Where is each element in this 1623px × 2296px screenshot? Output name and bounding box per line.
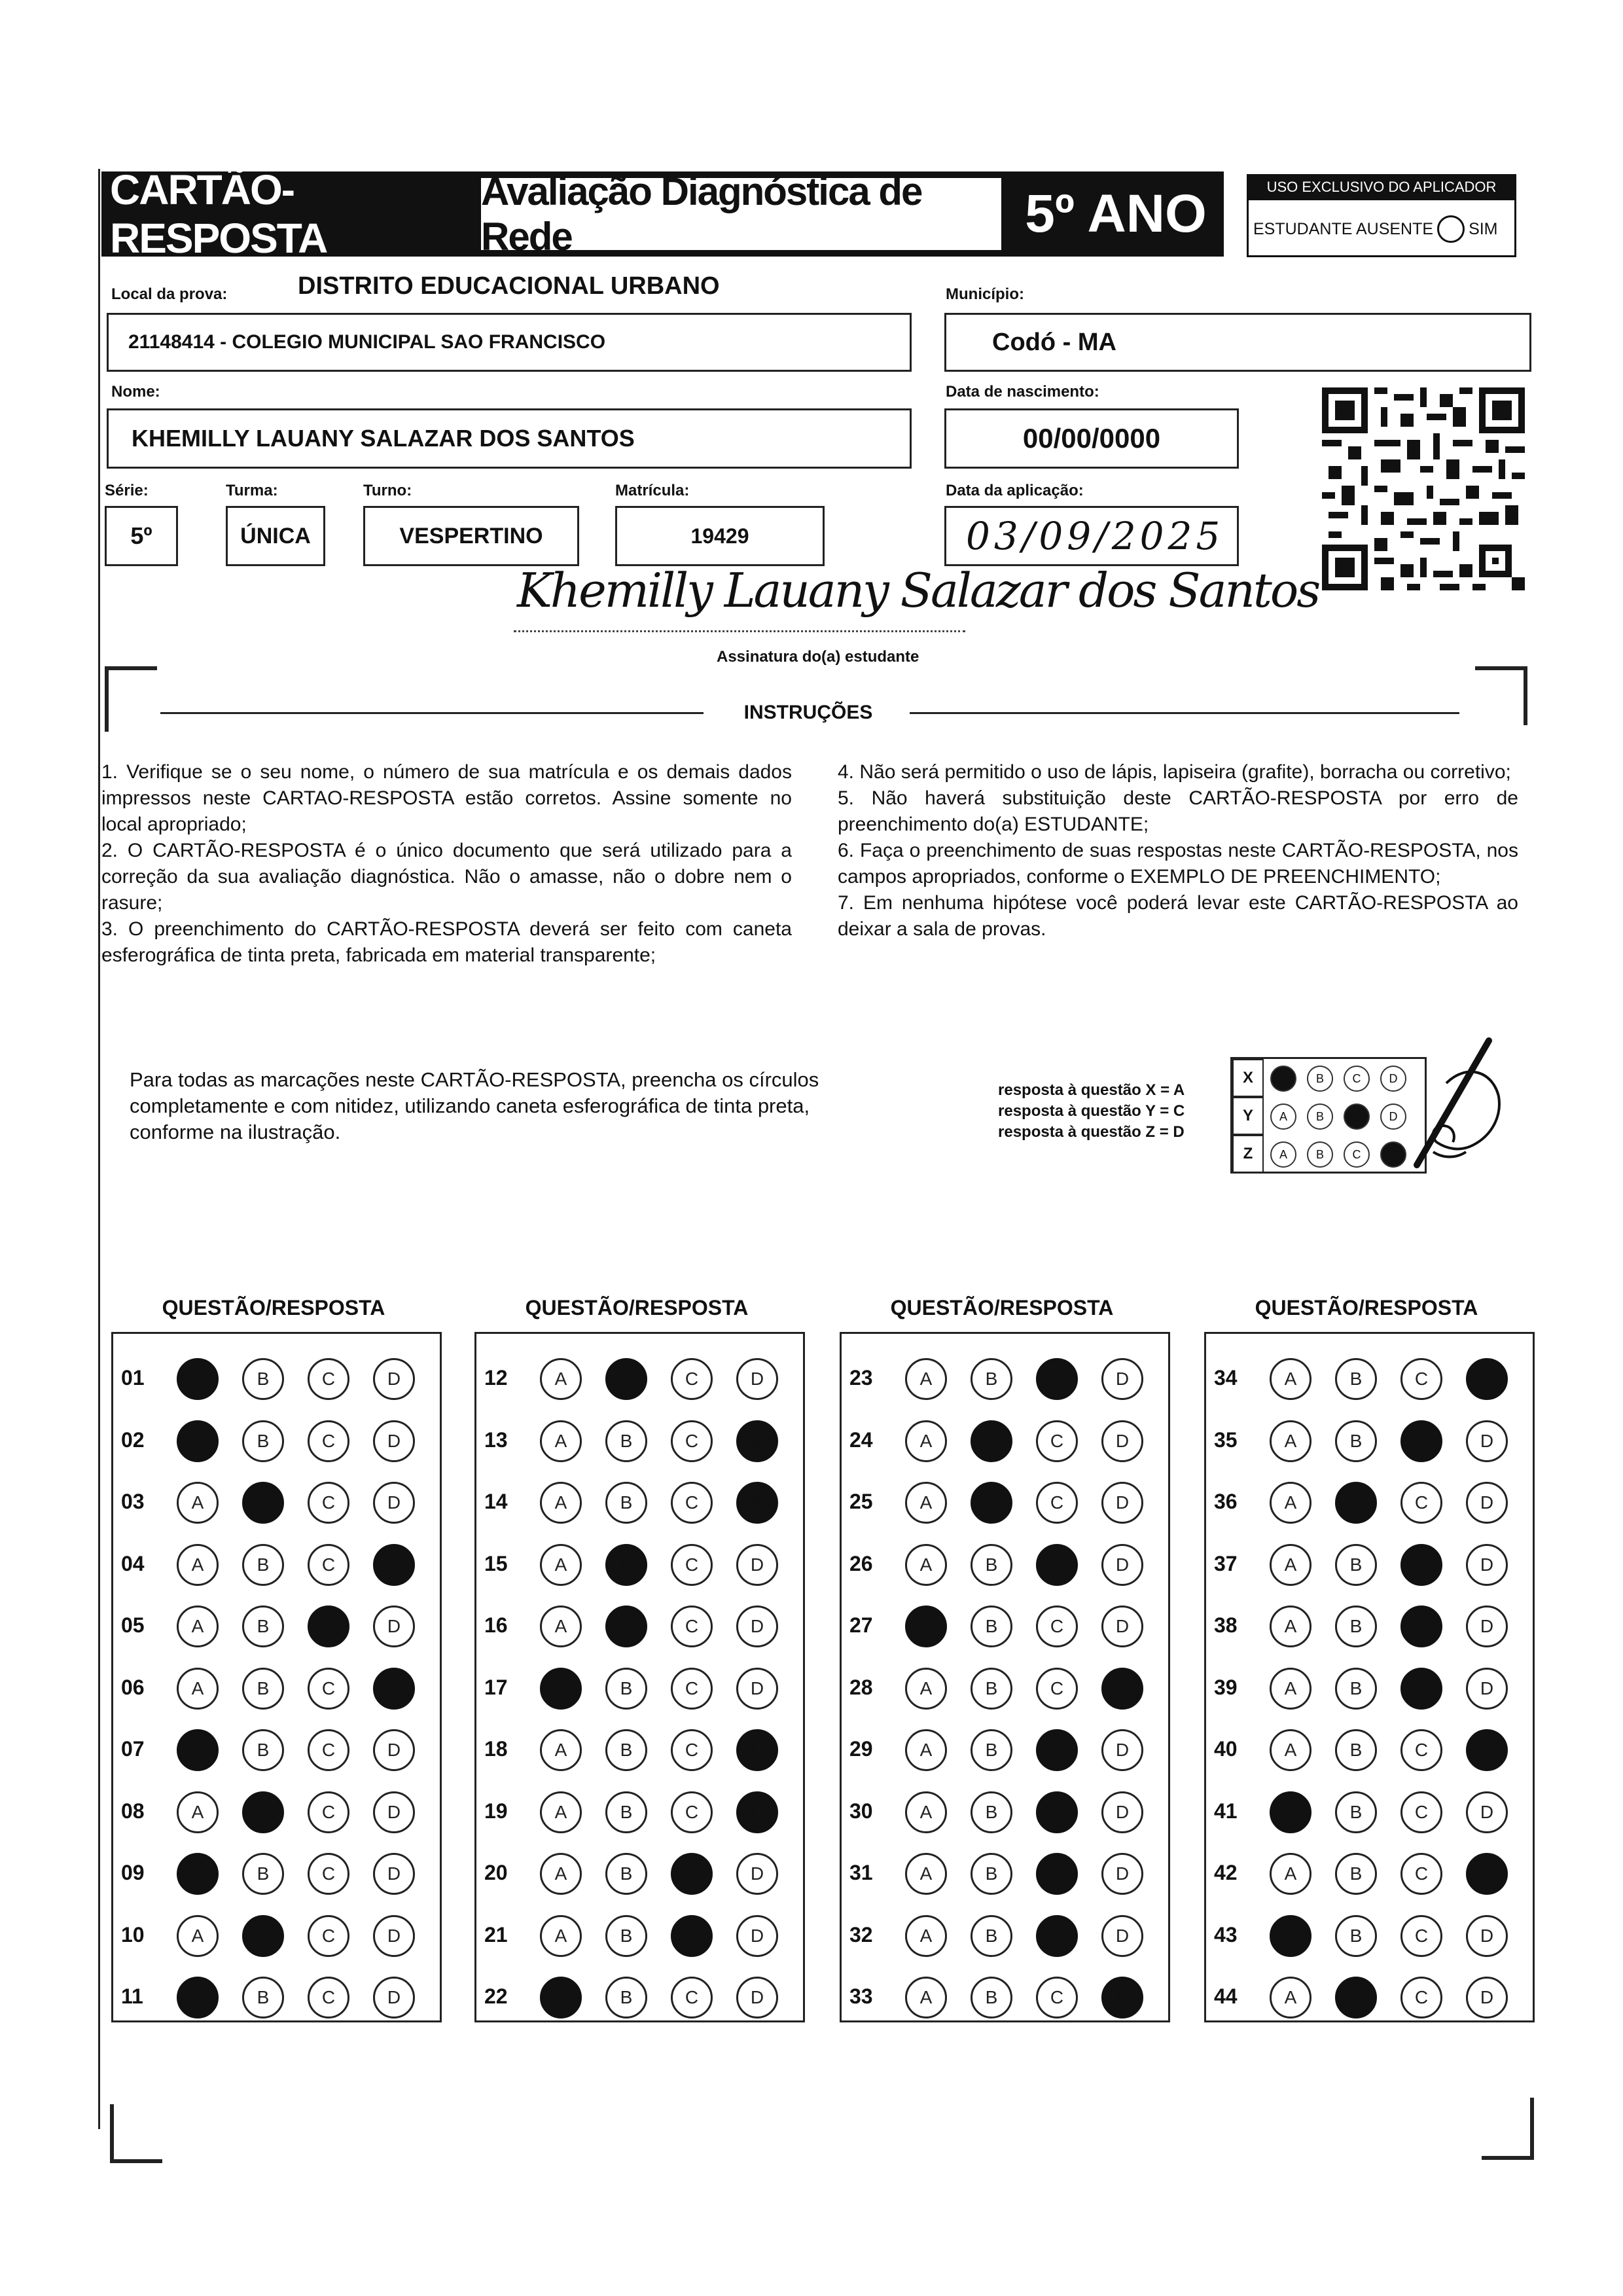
example-bubble-x-c: C	[1344, 1066, 1370, 1092]
question-number: 35	[1214, 1427, 1238, 1452]
answer-bubble-q07-d[interactable]: D	[373, 1729, 415, 1771]
instruction-3: 3. O preenchimento do CARTÃO-RESPOSTA deverá ser feito com caneta esferográfica de tinta preta, fabricada em material transparente;	[101, 918, 792, 966]
answer-bubble-q39-b[interactable]: B	[1335, 1668, 1377, 1710]
answer-bubble-q17-b[interactable]: B	[605, 1668, 647, 1710]
absent-checkbox[interactable]	[1437, 215, 1465, 243]
answer-bubble-q09-a[interactable]: A	[177, 1853, 219, 1895]
answer-bubble-q21-d[interactable]: D	[736, 1915, 778, 1957]
example-bubble-y-a: A	[1270, 1103, 1296, 1130]
question-number: 27	[849, 1613, 873, 1637]
example-bubble-x-d: D	[1380, 1066, 1406, 1092]
question-number: 01	[121, 1366, 145, 1390]
question-number: 40	[1214, 1737, 1238, 1761]
answer-bubble-q20-d[interactable]: D	[736, 1853, 778, 1895]
question-number: 08	[121, 1799, 145, 1823]
answer-bubble-q40-a[interactable]: A	[1270, 1729, 1311, 1771]
answer-bubble-q11-b[interactable]: B	[242, 1977, 284, 2018]
answer-bubble-q38-c[interactable]: C	[1400, 1605, 1442, 1647]
answer-bubble-q18-d[interactable]: D	[736, 1729, 778, 1771]
answer-bubble-q14-a[interactable]: A	[540, 1482, 582, 1524]
answer-bubble-q38-a[interactable]: A	[1270, 1605, 1311, 1647]
answer-bubble-q36-a[interactable]: A	[1270, 1482, 1311, 1524]
answer-bubble-q13-d[interactable]: D	[736, 1420, 778, 1462]
answer-bubble-q23-b[interactable]: B	[971, 1358, 1012, 1400]
answer-bubble-q40-d[interactable]: D	[1466, 1729, 1508, 1771]
question-number: 43	[1214, 1922, 1238, 1946]
answer-bubble-q44-b[interactable]: B	[1335, 1977, 1377, 2018]
answer-bubble-q03-b[interactable]: B	[242, 1482, 284, 1524]
nascimento-field: 00/00/0000	[944, 408, 1239, 469]
column-title: QUESTÃO/RESPOSTA	[525, 1296, 749, 1319]
answer-bubble-q24-d[interactable]: D	[1101, 1420, 1143, 1462]
answer-bubble-q02-d[interactable]: D	[373, 1420, 415, 1462]
answer-bubble-q22-a[interactable]: A	[540, 1977, 582, 2018]
answer-bubble-q01-d[interactable]: D	[373, 1358, 415, 1400]
answer-bubble-q24-b[interactable]: B	[971, 1420, 1012, 1462]
answer-bubble-q29-b[interactable]: B	[971, 1729, 1012, 1771]
answer-bubble-q33-a[interactable]: A	[905, 1977, 947, 2018]
instructions-rule-right	[910, 712, 1459, 714]
answer-bubble-q43-b[interactable]: B	[1335, 1915, 1377, 1957]
example-bubble-z-d: D	[1380, 1141, 1406, 1168]
answer-bubble-q12-d[interactable]: D	[736, 1358, 778, 1400]
answer-bubble-q20-a[interactable]: A	[540, 1853, 582, 1895]
question-number: 15	[484, 1551, 508, 1575]
answer-bubble-q18-b[interactable]: B	[605, 1729, 647, 1771]
question-number: 26	[849, 1551, 873, 1575]
answer-bubble-q06-b[interactable]: B	[242, 1668, 284, 1710]
answer-bubble-q32-b[interactable]: B	[971, 1915, 1012, 1957]
answer-bubble-q17-a[interactable]: A	[540, 1668, 582, 1710]
answer-bubble-q29-d[interactable]: D	[1101, 1729, 1143, 1771]
answer-bubble-q44-d[interactable]: D	[1466, 1977, 1508, 2018]
nascimento-label: Data de nascimento:	[946, 383, 1099, 401]
answer-bubble-q31-b[interactable]: B	[971, 1853, 1012, 1895]
answer-bubble-q37-d[interactable]: D	[1466, 1544, 1508, 1586]
answer-bubble-q29-a[interactable]: A	[905, 1729, 947, 1771]
answer-bubble-q19-b[interactable]: B	[605, 1791, 647, 1833]
answer-bubble-q32-c[interactable]: C	[1036, 1915, 1078, 1957]
answer-bubble-q41-a[interactable]: A	[1270, 1791, 1311, 1833]
absent-label: ESTUDANTE AUSENTE	[1253, 219, 1434, 238]
answer-bubble-q40-b[interactable]: B	[1335, 1729, 1377, 1771]
absent-yes-label: SIM	[1469, 219, 1498, 238]
answer-bubble-q20-b[interactable]: B	[605, 1853, 647, 1895]
answer-bubble-q05-b[interactable]: B	[242, 1605, 284, 1647]
answer-bubble-q04-b[interactable]: B	[242, 1544, 284, 1586]
answer-bubble-q30-c[interactable]: C	[1036, 1791, 1078, 1833]
example-bubble-z-c: C	[1344, 1141, 1370, 1168]
instruction-5: 5. Não haverá substituição deste CARTÃO-RESPOSTA por erro de preenchimento do(a) ESTUDANTE;	[838, 787, 1518, 835]
answer-bubble-q30-b[interactable]: B	[971, 1791, 1012, 1833]
answer-bubble-q31-a[interactable]: A	[905, 1853, 947, 1895]
municipio-label: Município:	[946, 285, 1024, 303]
local-label: Local da prova:	[111, 285, 228, 303]
answer-bubble-q13-a[interactable]: A	[540, 1420, 582, 1462]
question-number: 09	[121, 1861, 145, 1884]
local-district: DISTRITO EDUCACIONAL URBANO	[298, 272, 720, 300]
example-grid	[1230, 1057, 1427, 1174]
answer-bubble-q08-b[interactable]: B	[242, 1791, 284, 1833]
instruction-7: 7. Em nenhuma hipótese você poderá levar este CARTÃO-RESPOSTA ao deixar a sala de provas.	[838, 892, 1518, 940]
student-signature: Khemilly Lauany Salazar dos Santos	[517, 563, 1319, 618]
applicator-only-label: USO EXCLUSIVO DO APLICADOR	[1247, 174, 1516, 200]
nome-field: KHEMILLY LAUANY SALAZAR DOS SANTOS	[107, 408, 912, 469]
answer-bubble-q35-c[interactable]: C	[1400, 1420, 1442, 1462]
answer-bubble-q36-c[interactable]: C	[1400, 1482, 1442, 1524]
question-number: 02	[121, 1427, 145, 1452]
answer-bubble-q39-a[interactable]: A	[1270, 1668, 1311, 1710]
answer-bubble-q19-c[interactable]: C	[671, 1791, 713, 1833]
pen-hand-icon	[1407, 1037, 1505, 1181]
instruction-1: 1. Verifique se o seu nome, o número de sua matrícula e os demais dados impressos neste CARTAO-RESPOSTA estão corretos. Assine somente no local apropriado;	[101, 761, 792, 835]
answer-bubble-q10-c[interactable]: C	[308, 1915, 349, 1957]
answer-bubble-q41-d[interactable]: D	[1466, 1791, 1508, 1833]
turno-field: VESPERTINO	[363, 506, 579, 566]
aplicacao-label: Data da aplicação:	[946, 482, 1084, 499]
question-number: 34	[1214, 1366, 1238, 1390]
answer-bubble-q02-b[interactable]: B	[242, 1420, 284, 1462]
answer-bubble-q05-a[interactable]: A	[177, 1605, 219, 1647]
question-number: 22	[484, 1984, 508, 2008]
question-number: 39	[1214, 1675, 1238, 1699]
question-number: 31	[849, 1861, 873, 1884]
answer-bubble-q02-c[interactable]: C	[308, 1420, 349, 1462]
answer-bubble-q18-c[interactable]: C	[671, 1729, 713, 1771]
nome-label: Nome:	[111, 383, 160, 401]
answer-bubble-q14-c[interactable]: C	[671, 1482, 713, 1524]
example-bubble-x-a: A	[1270, 1066, 1296, 1092]
question-number: 03	[121, 1490, 145, 1513]
answer-bubble-q29-c[interactable]: C	[1036, 1729, 1078, 1771]
answer-bubble-q08-c[interactable]: C	[308, 1791, 349, 1833]
corner-mark-bl	[110, 2104, 162, 2163]
answer-bubble-q22-b[interactable]: B	[605, 1977, 647, 2018]
answer-bubble-q01-c[interactable]: C	[308, 1358, 349, 1400]
answer-bubble-q24-c[interactable]: C	[1036, 1420, 1078, 1462]
answer-bubble-q23-c[interactable]: C	[1036, 1358, 1078, 1400]
question-number: 36	[1214, 1490, 1238, 1513]
corner-mark-tl	[105, 666, 157, 732]
answer-bubble-q07-b[interactable]: B	[242, 1729, 284, 1771]
answer-bubble-q01-b[interactable]: B	[242, 1358, 284, 1400]
question-number: 30	[849, 1799, 873, 1823]
answer-bubble-q25-b[interactable]: B	[971, 1482, 1012, 1524]
card-title: CARTÃO-RESPOSTA	[110, 166, 327, 262]
matricula-field: 19429	[615, 506, 825, 566]
question-number: 20	[484, 1861, 508, 1884]
answer-bubble-q27-c[interactable]: C	[1036, 1605, 1078, 1647]
instructions-right	[838, 759, 1518, 942]
answer-bubble-q38-d[interactable]: D	[1466, 1605, 1508, 1647]
column-title: QUESTÃO/RESPOSTA	[1255, 1296, 1478, 1319]
question-number: 24	[849, 1427, 873, 1452]
question-number: 38	[1214, 1613, 1238, 1637]
answer-bubble-q26-b[interactable]: B	[971, 1544, 1012, 1586]
answer-bubble-q05-c[interactable]: C	[308, 1605, 349, 1647]
answer-bubble-q42-c[interactable]: C	[1400, 1853, 1442, 1895]
answer-bubble-q02-a[interactable]: A	[177, 1420, 219, 1462]
answer-bubble-q13-c[interactable]: C	[671, 1420, 713, 1462]
answer-bubble-q41-b[interactable]: B	[1335, 1791, 1377, 1833]
example-row-label: X	[1232, 1059, 1264, 1097]
answer-bubble-q12-a[interactable]: A	[540, 1358, 582, 1400]
answer-bubble-q43-a[interactable]: A	[1270, 1915, 1311, 1957]
serie-field: 5º	[105, 506, 178, 566]
instructions-left	[101, 759, 792, 969]
question-number: 14	[484, 1490, 508, 1513]
example-bubble-z-b: B	[1307, 1141, 1333, 1168]
grade-label: 5º ANO	[1025, 184, 1207, 243]
answer-bubble-q38-b[interactable]: B	[1335, 1605, 1377, 1647]
example-bubble-z-a: A	[1270, 1141, 1296, 1168]
answer-bubble-q11-a[interactable]: A	[177, 1977, 219, 2018]
answer-bubble-q28-c[interactable]: C	[1036, 1668, 1078, 1710]
answer-bubble-q37-c[interactable]: C	[1400, 1544, 1442, 1586]
question-number: 25	[849, 1490, 873, 1513]
answer-bubble-q08-a[interactable]: A	[177, 1791, 219, 1833]
answer-bubble-q30-a[interactable]: A	[905, 1791, 947, 1833]
serie-label: Série:	[105, 482, 149, 499]
answer-bubble-q35-b[interactable]: B	[1335, 1420, 1377, 1462]
answer-bubble-q33-d[interactable]: D	[1101, 1977, 1143, 2018]
question-number: 16	[484, 1613, 508, 1637]
answer-bubble-q01-a[interactable]: A	[177, 1358, 219, 1400]
answer-bubble-q08-d[interactable]: D	[373, 1791, 415, 1833]
answer-bubble-q32-a[interactable]: A	[905, 1915, 947, 1957]
answer-bubble-q05-d[interactable]: D	[373, 1605, 415, 1647]
answer-bubble-q14-d[interactable]: D	[736, 1482, 778, 1524]
answer-bubble-q27-b[interactable]: B	[971, 1605, 1012, 1647]
answer-bubble-q10-a[interactable]: A	[177, 1915, 219, 1957]
answer-bubble-q37-b[interactable]: B	[1335, 1544, 1377, 1586]
aplicacao-handwritten: 03/09/2025	[966, 514, 1224, 558]
matricula-label: Matrícula:	[615, 482, 690, 499]
answer-bubble-q15-a[interactable]: A	[540, 1544, 582, 1586]
answer-bubble-q43-c[interactable]: C	[1400, 1915, 1442, 1957]
question-number: 32	[849, 1922, 873, 1946]
answer-bubble-q14-b[interactable]: B	[605, 1482, 647, 1524]
turma-field: ÚNICA	[226, 506, 325, 566]
question-number: 13	[484, 1427, 508, 1452]
answer-bubble-q39-d[interactable]: D	[1466, 1668, 1508, 1710]
answer-bubble-q34-a[interactable]: A	[1270, 1358, 1311, 1400]
example-line-z: resposta à questão Z = D	[998, 1123, 1185, 1141]
answer-bubble-q12-c[interactable]: C	[671, 1358, 713, 1400]
answer-bubble-q06-d[interactable]: D	[373, 1668, 415, 1710]
answer-bubble-q35-d[interactable]: D	[1466, 1420, 1508, 1462]
answer-bubble-q15-d[interactable]: D	[736, 1544, 778, 1586]
answer-bubble-q16-c[interactable]: C	[671, 1605, 713, 1647]
answer-bubble-q12-b[interactable]: B	[605, 1358, 647, 1400]
answer-bubble-q24-a[interactable]: A	[905, 1420, 947, 1462]
example-row-label: Y	[1232, 1097, 1264, 1135]
column-title: QUESTÃO/RESPOSTA	[162, 1296, 385, 1319]
answer-bubble-q09-b[interactable]: B	[242, 1853, 284, 1895]
answer-bubble-q07-c[interactable]: C	[308, 1729, 349, 1771]
answer-bubble-q28-d[interactable]: D	[1101, 1668, 1143, 1710]
answer-bubble-q16-b[interactable]: B	[605, 1605, 647, 1647]
question-number: 21	[484, 1922, 508, 1946]
answer-bubble-q09-d[interactable]: D	[373, 1853, 415, 1895]
column-title: QUESTÃO/RESPOSTA	[890, 1296, 1114, 1319]
answer-bubble-q33-c[interactable]: C	[1036, 1977, 1078, 2018]
answer-bubble-q31-c[interactable]: C	[1036, 1853, 1078, 1895]
answer-bubble-q04-d[interactable]: D	[373, 1544, 415, 1586]
answer-bubble-q10-d[interactable]: D	[373, 1915, 415, 1957]
question-number: 29	[849, 1737, 873, 1761]
answer-bubble-q21-c[interactable]: C	[671, 1915, 713, 1957]
answer-bubble-q19-a[interactable]: A	[540, 1791, 582, 1833]
answer-bubble-q32-d[interactable]: D	[1101, 1915, 1143, 1957]
question-number: 17	[484, 1675, 508, 1699]
answer-bubble-q17-d[interactable]: D	[736, 1668, 778, 1710]
answer-bubble-q42-d[interactable]: D	[1466, 1853, 1508, 1895]
question-number: 41	[1214, 1799, 1238, 1823]
question-number: 23	[849, 1366, 873, 1390]
exam-title: Avaliação Diagnóstica de Rede	[481, 178, 1001, 250]
answer-bubble-q43-d[interactable]: D	[1466, 1915, 1508, 1957]
municipio-field: Codó - MA	[944, 313, 1531, 372]
answer-bubble-q21-a[interactable]: A	[540, 1915, 582, 1957]
turma-label: Turma:	[226, 482, 278, 499]
answer-bubble-q26-a[interactable]: A	[905, 1544, 947, 1586]
answer-bubble-q44-c[interactable]: C	[1400, 1977, 1442, 2018]
answer-bubble-q36-d[interactable]: D	[1466, 1482, 1508, 1524]
answer-bubble-q03-c[interactable]: C	[308, 1482, 349, 1524]
example-bubble-y-b: B	[1307, 1103, 1333, 1130]
example-bubble-y-c: C	[1344, 1103, 1370, 1130]
example-bubble-x-b: B	[1307, 1066, 1333, 1092]
answer-bubble-q28-a[interactable]: A	[905, 1668, 947, 1710]
answer-bubble-q42-a[interactable]: A	[1270, 1853, 1311, 1895]
answer-bubble-q34-b[interactable]: B	[1335, 1358, 1377, 1400]
answer-bubble-q18-a[interactable]: A	[540, 1729, 582, 1771]
question-number: 06	[121, 1675, 145, 1699]
question-number: 18	[484, 1737, 508, 1761]
answer-bubble-q15-c[interactable]: C	[671, 1544, 713, 1586]
instruction-2: 2. O CARTÃO-RESPOSTA é o único documento que será utilizado para a correção da sua avaliação diagnóstica. Não o amasse, não o dobre nem o rasure;	[101, 840, 792, 914]
answer-bubble-q11-c[interactable]: C	[308, 1977, 349, 2018]
question-number: 44	[1214, 1984, 1238, 2008]
fill-note: Para todas as marcações neste CARTÃO-RESPOSTA, preencha os círculos completamente e com nitidez, utilizando caneta esferográfica de tinta preta, conforme na ilustração.	[130, 1068, 819, 1143]
question-number: 42	[1214, 1861, 1238, 1884]
answer-bubble-q42-b[interactable]: B	[1335, 1853, 1377, 1895]
example-legend	[998, 1080, 1185, 1143]
answer-bubble-q22-d[interactable]: D	[736, 1977, 778, 2018]
question-number: 05	[121, 1613, 145, 1637]
example-bubble-y-d: D	[1380, 1103, 1406, 1130]
instruction-6: 6. Faça o preenchimento de suas respostas neste CARTÃO-RESPOSTA, nos campos apropriados, conforme o EXEMPLO DE PREENCHIMENTO;	[838, 840, 1518, 888]
question-number: 11	[121, 1984, 143, 2008]
answer-bubble-q22-c[interactable]: C	[671, 1977, 713, 2018]
example-line-x: resposta à questão X = A	[998, 1081, 1185, 1099]
answer-bubble-q10-b[interactable]: B	[242, 1915, 284, 1957]
answer-bubble-q15-b[interactable]: B	[605, 1544, 647, 1586]
instruction-4: 4. Não será permitido o uso de lápis, lapiseira (grafite), borracha ou corretivo;	[838, 761, 1511, 783]
answer-bubble-q39-c[interactable]: C	[1400, 1668, 1442, 1710]
answer-bubble-q30-d[interactable]: D	[1101, 1791, 1143, 1833]
question-number: 33	[849, 1984, 873, 2008]
signature-line	[514, 630, 965, 632]
answer-bubble-q27-d[interactable]: D	[1101, 1605, 1143, 1647]
answer-bubble-q04-c[interactable]: C	[308, 1544, 349, 1586]
question-number: 07	[121, 1737, 145, 1761]
answer-bubble-q34-d[interactable]: D	[1466, 1358, 1508, 1400]
instructions-title: INSTRUÇÕES	[743, 702, 873, 723]
answer-bubble-q27-a[interactable]: A	[905, 1605, 947, 1647]
corner-mark-br	[1482, 2098, 1534, 2160]
answer-bubble-q09-c[interactable]: C	[308, 1853, 349, 1895]
answer-bubble-q25-c[interactable]: C	[1036, 1482, 1078, 1524]
question-number: 10	[121, 1922, 145, 1946]
answer-bubble-q28-b[interactable]: B	[971, 1668, 1012, 1710]
signature-label: Assinatura do(a) estudante	[717, 648, 919, 666]
answer-bubble-q33-b[interactable]: B	[971, 1977, 1012, 2018]
answer-bubble-q16-a[interactable]: A	[540, 1605, 582, 1647]
answer-bubble-q21-b[interactable]: B	[605, 1915, 647, 1957]
answer-bubble-q23-a[interactable]: A	[905, 1358, 947, 1400]
example-row-label: Z	[1232, 1135, 1264, 1173]
answer-bubble-q40-c[interactable]: C	[1400, 1729, 1442, 1771]
answer-bubble-q13-b[interactable]: B	[605, 1420, 647, 1462]
answer-bubble-q36-b[interactable]: B	[1335, 1482, 1377, 1524]
aplicacao-field[interactable]	[944, 506, 1239, 566]
qr-code	[1322, 387, 1525, 590]
answer-bubble-q37-a[interactable]: A	[1270, 1544, 1311, 1586]
answer-bubble-q26-d[interactable]: D	[1101, 1544, 1143, 1586]
question-number: 12	[484, 1366, 508, 1390]
answer-bubble-q03-a[interactable]: A	[177, 1482, 219, 1524]
answer-bubble-q23-d[interactable]: D	[1101, 1358, 1143, 1400]
question-number: 37	[1214, 1551, 1238, 1575]
answer-bubble-q06-a[interactable]: A	[177, 1668, 219, 1710]
instructions-rule-left	[160, 712, 704, 714]
answer-bubble-q26-c[interactable]: C	[1036, 1544, 1078, 1586]
answer-bubble-q44-a[interactable]: A	[1270, 1977, 1311, 2018]
answer-bubble-q19-d[interactable]: D	[736, 1791, 778, 1833]
question-number: 04	[121, 1551, 145, 1575]
answer-bubble-q11-d[interactable]: D	[373, 1977, 415, 2018]
school-field: 21148414 - COLEGIO MUNICIPAL SAO FRANCISCO	[107, 313, 912, 372]
absent-row	[1253, 209, 1512, 249]
turno-label: Turno:	[363, 482, 412, 499]
answer-bubble-q41-c[interactable]: C	[1400, 1791, 1442, 1833]
question-number: 19	[484, 1799, 508, 1823]
answer-bubble-q34-c[interactable]: C	[1400, 1358, 1442, 1400]
example-line-y: resposta à questão Y = C	[998, 1102, 1185, 1120]
answer-bubble-q16-d[interactable]: D	[736, 1605, 778, 1647]
question-number: 28	[849, 1675, 873, 1699]
answer-bubble-q03-d[interactable]: D	[373, 1482, 415, 1524]
answer-bubble-q20-c[interactable]: C	[671, 1853, 713, 1895]
answer-bubble-q04-a[interactable]: A	[177, 1544, 219, 1586]
answer-bubble-q35-a[interactable]: A	[1270, 1420, 1311, 1462]
answer-bubble-q17-c[interactable]: C	[671, 1668, 713, 1710]
answer-bubble-q06-c[interactable]: C	[308, 1668, 349, 1710]
answer-bubble-q07-a[interactable]: A	[177, 1729, 219, 1771]
answer-bubble-q25-d[interactable]: D	[1101, 1482, 1143, 1524]
corner-mark-tr	[1475, 666, 1527, 725]
answer-bubble-q25-a[interactable]: A	[905, 1482, 947, 1524]
answer-bubble-q31-d[interactable]: D	[1101, 1853, 1143, 1895]
